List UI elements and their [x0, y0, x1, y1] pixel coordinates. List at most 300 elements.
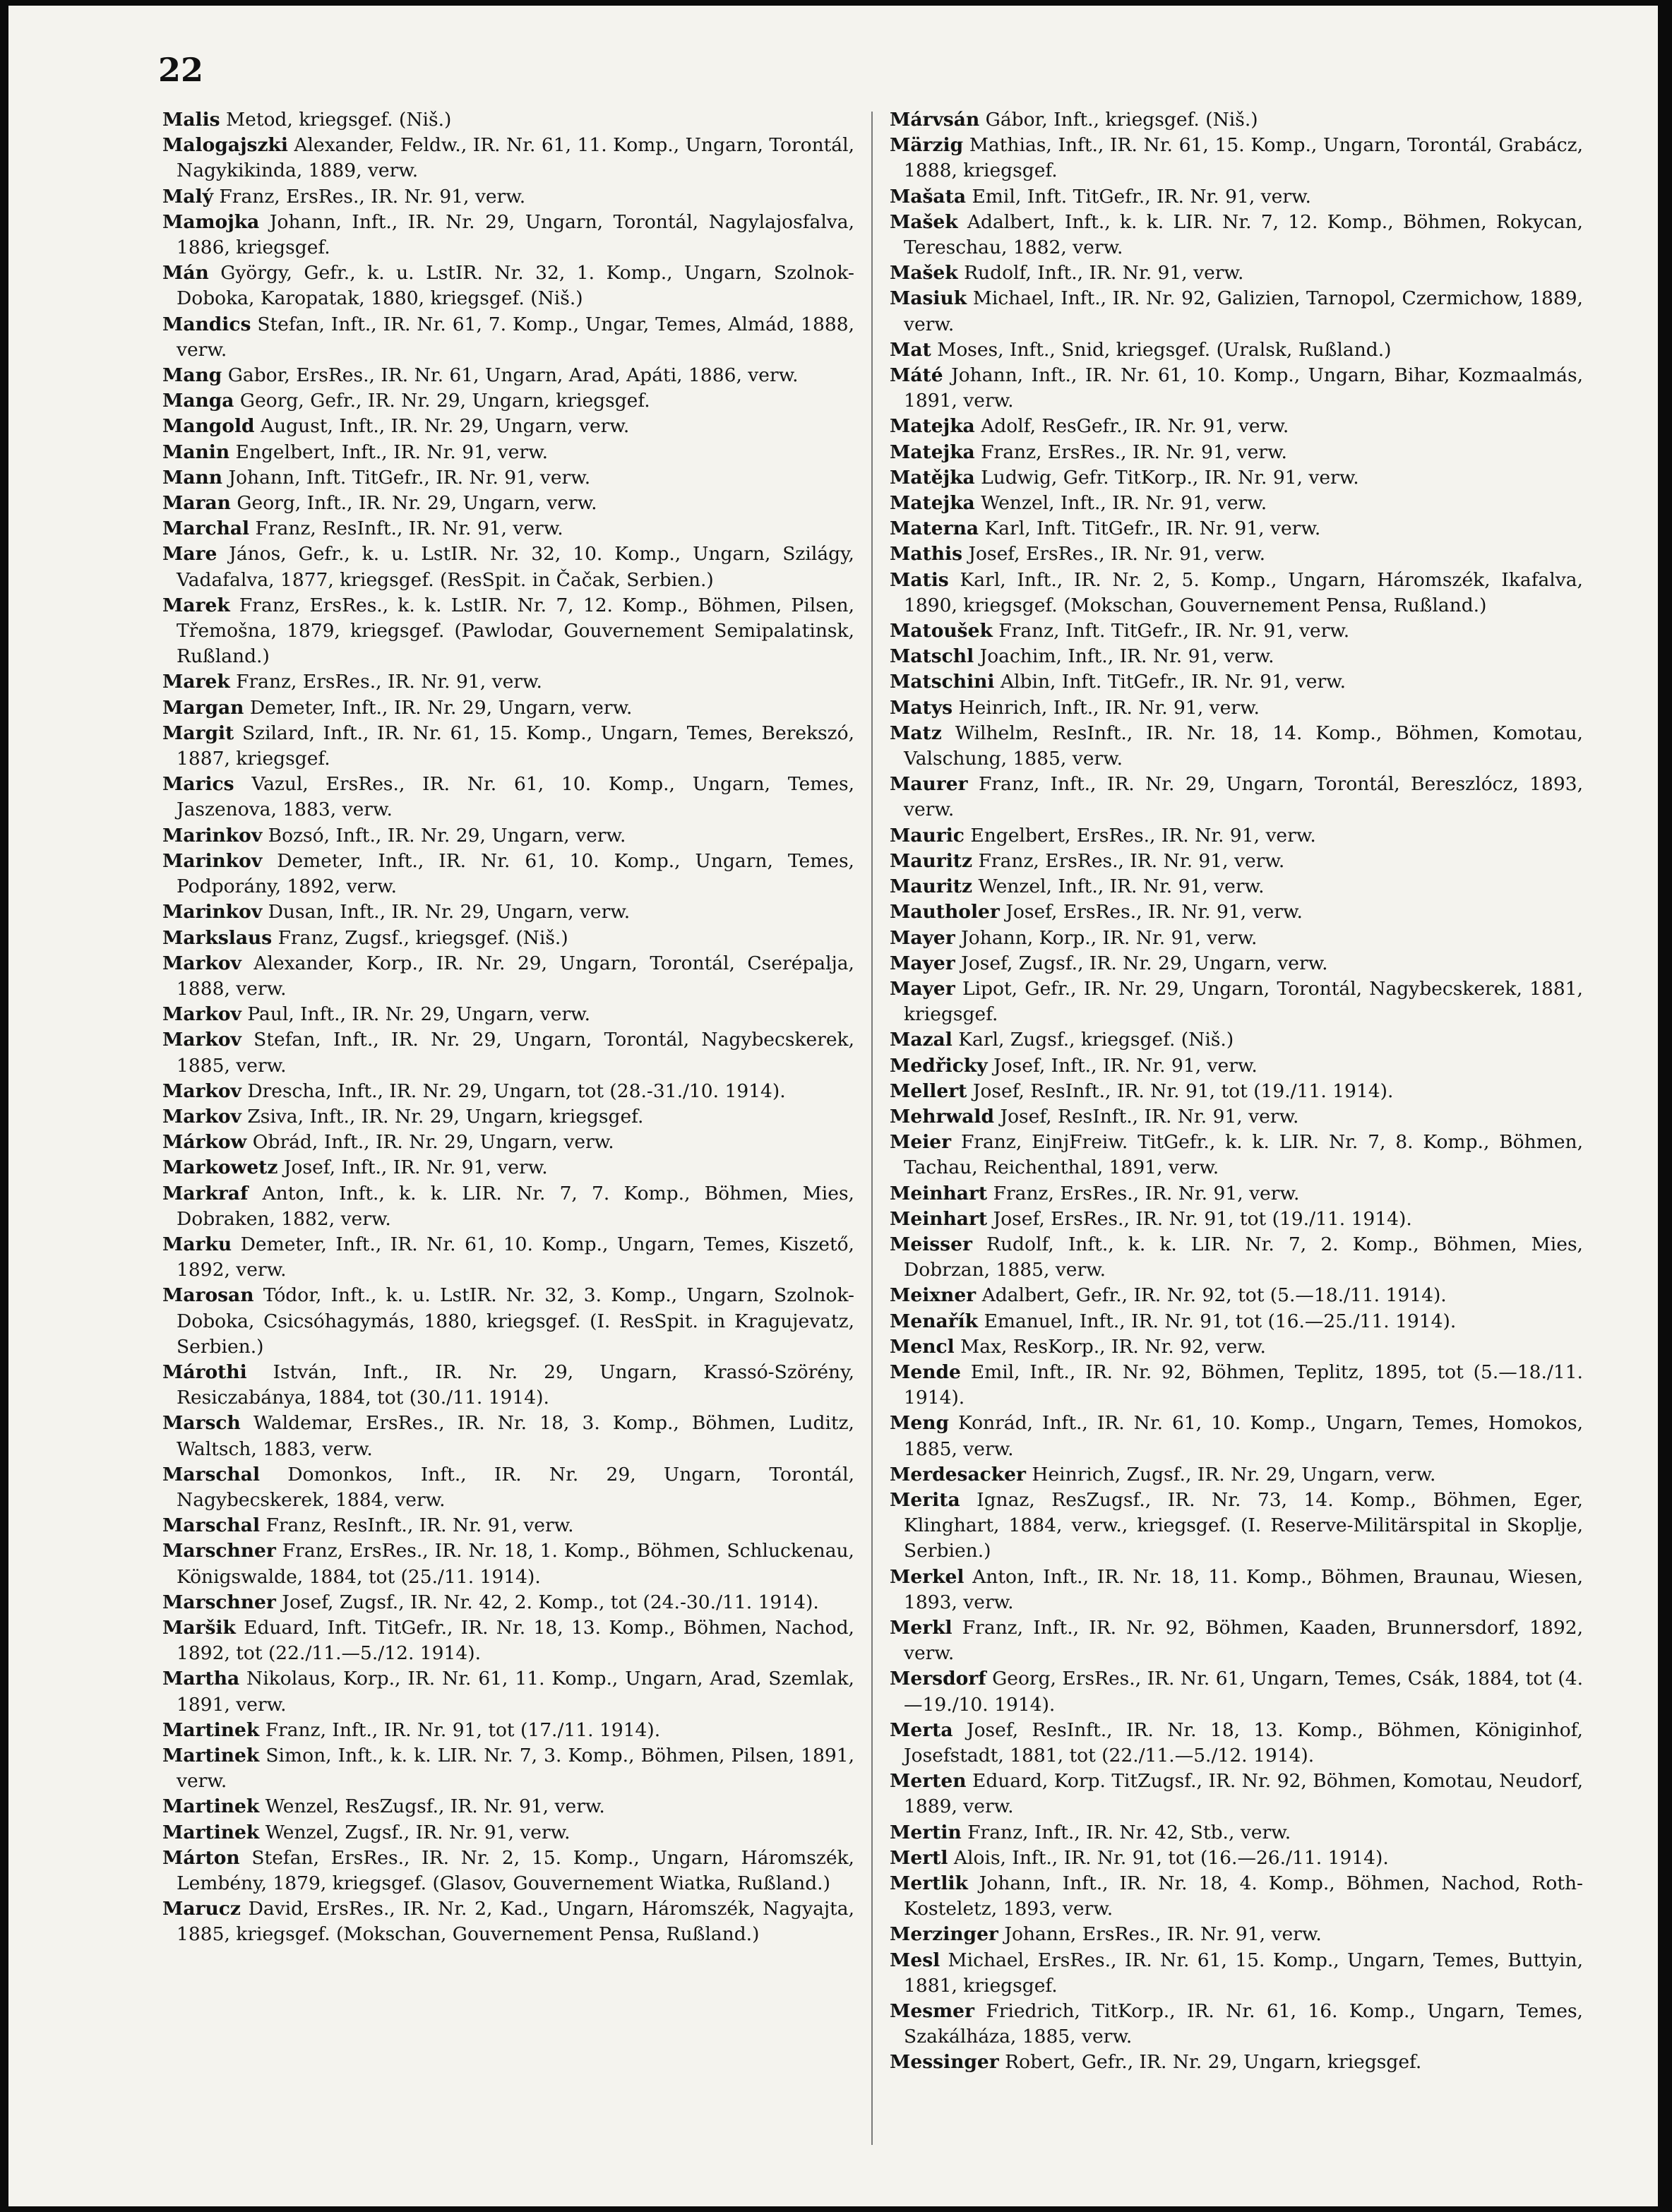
casualty-entry: [162, 1743, 854, 1794]
entry-details: Adalbert, Inft., k. k. LIR. Nr. 7, 12. Komp., Böhmen, Rokycan, Tereschau, 1882, verw.: [904, 210, 1583, 259]
surname: Mayer: [890, 977, 955, 1000]
casualty-entry: [162, 312, 854, 363]
casualty-entry: [890, 261, 1583, 286]
casualty-entry: [890, 644, 1583, 669]
casualty-entry: [162, 1411, 854, 1461]
surname: Marschner: [162, 1540, 276, 1562]
surname: Manin: [162, 441, 230, 463]
casualty-entry: [162, 1896, 854, 1947]
entry-details: Johann, ErsRes., IR. Nr. 91, verw.: [1004, 1923, 1322, 1946]
surname: Mauric: [890, 824, 965, 847]
entry-details: Rudolf, Inft., k. k. LIR. Nr. 7, 2. Komp., Böhmen, Mies, Dobrzan, 1885, verw.: [904, 1233, 1583, 1281]
surname: Medřicky: [890, 1054, 988, 1077]
casualty-entry: [162, 669, 854, 695]
entry-details: Stefan, Inft., IR. Nr. 61, 7. Komp., Ungar, Temes, Almád, 1888, verw.: [177, 313, 854, 361]
casualty-entry: [162, 388, 854, 414]
entry-details: Franz, ErsRes., IR. Nr. 91, verw.: [236, 671, 542, 693]
surname: Mende: [890, 1361, 961, 1383]
casualty-entry: [890, 1027, 1583, 1053]
entry-details: Franz, ErsRes., IR. Nr. 91, verw.: [981, 441, 1287, 463]
surname: Meisser: [890, 1233, 972, 1255]
entry-details: Drescha, Inft., IR. Nr. 29, Ungarn, tot (28.-31./10. 1914).: [247, 1080, 786, 1102]
casualty-entry: [890, 1871, 1583, 1922]
surname: Martinek: [162, 1795, 260, 1818]
casualty-entry: [162, 1027, 854, 1078]
casualty-entry: [890, 516, 1583, 542]
surname: Márothi: [162, 1361, 247, 1383]
casualty-entry: [890, 1207, 1583, 1232]
entry-details: Anton, Inft., IR. Nr. 18, 11. Komp., Böhmen, Braunau, Wiesen, 1893, verw.: [904, 1565, 1583, 1613]
surname: Maurer: [890, 773, 968, 796]
surname: Mare: [162, 543, 217, 566]
casualty-entry: [890, 1079, 1583, 1104]
casualty-entry: [890, 1999, 1583, 2050]
casualty-entry: [890, 669, 1583, 695]
entry-details: János, Gefr., k. u. LstIR. Nr. 32, 10. Komp., Ungarn, Szilágy, Vadafalva, 1877, kriegsgef. (ResSpit. in Čačak, Serbien.): [177, 543, 854, 591]
entry-details: Johann, Inft., IR. Nr. 18, 4. Komp., Böhmen, Nachod, Roth-Kosteletz, 1893, verw.: [904, 1872, 1583, 1920]
page-number: 22: [158, 51, 204, 89]
casualty-entry: [162, 363, 854, 388]
casualty-entry: [162, 1462, 854, 1513]
entry-details: Friedrich, TitKorp., IR. Nr. 61, 16. Komp., Ungarn, Temes, Szakálháza, 1885, verw.: [904, 2000, 1583, 2048]
entry-details: Anton, Inft., k. k. LIR. Nr. 7, 7. Komp., Böhmen, Mies, Dobraken, 1882, verw.: [177, 1182, 854, 1230]
casualty-entry: [890, 1615, 1583, 1666]
casualty-entry: [890, 926, 1583, 951]
casualty-entry: [162, 1718, 854, 1743]
entry-details: Franz, ResInft., IR. Nr. 91, verw.: [255, 518, 563, 540]
casualty-entry: [162, 1283, 854, 1360]
surname: Merita: [890, 1488, 960, 1511]
surname: Merkl: [890, 1616, 953, 1639]
entry-details: Karl, Inft., IR. Nr. 2, 5. Komp., Ungarn, Háromszék, Ikafalva, 1890, kriegsgef. (Mokschan, Gouvernement Pensa, Rußland.): [904, 568, 1583, 616]
casualty-entry: [890, 465, 1583, 491]
surname: Marinkov: [162, 824, 263, 847]
entry-details: Alexander, Korp., IR. Nr. 29, Ungarn, Torontál, Cserépalja, 1888, verw.: [177, 952, 854, 1000]
entry-details: Lipot, Gefr., IR. Nr. 29, Ungarn, Torontál, Nagybecskerek, 1881, kriegsgef.: [904, 977, 1583, 1026]
entry-details: Emanuel, Inft., IR. Nr. 91, tot (16.—25./11. 1914).: [984, 1310, 1457, 1332]
entry-details: Michael, ErsRes., IR. Nr. 61, 15. Komp., Ungarn, Temes, Buttyin, 1881, kriegsgef.: [904, 1949, 1583, 1997]
entry-details: Franz, Zugsf., kriegsgef. (Niš.): [277, 926, 568, 949]
entry-details: György, Gefr., k. u. LstIR. Nr. 32, 1. Komp., Ungarn, Szolnok-Doboka, Karopatak, 1880, kriegsgef. (Niš.): [177, 262, 854, 310]
entry-details: Franz, ResInft., IR. Nr. 91, verw.: [265, 1514, 574, 1537]
entry-details: Moses, Inft., Snid, kriegsgef. (Uralsk, Rußland.): [937, 338, 1392, 361]
surname: Mesl: [890, 1949, 940, 1971]
casualty-entry: [162, 1538, 854, 1589]
surname: Marinkov: [162, 849, 263, 872]
surname: Márvsán: [890, 109, 980, 131]
entry-details: Rudolf, Inft., IR. Nr. 91, verw.: [964, 262, 1244, 285]
surname: Markov: [162, 1080, 241, 1102]
surname: Märzig: [890, 134, 964, 157]
surname: Márton: [162, 1846, 240, 1869]
entry-details: Waldemar, ErsRes., IR. Nr. 18, 3. Komp., Böhmen, Luditz, Waltsch, 1883, verw.: [177, 1412, 854, 1460]
surname: Messinger: [890, 2051, 999, 2074]
surname: Marsch: [162, 1412, 241, 1435]
casualty-entry: [162, 210, 854, 261]
surname: Merkel: [890, 1565, 965, 1588]
surname: Matoušek: [890, 620, 993, 642]
surname: Marschner: [162, 1591, 276, 1613]
casualty-entry: [890, 1309, 1583, 1334]
entry-details: Georg, Inft., IR. Nr. 29, Ungarn, verw.: [237, 492, 597, 515]
casualty-entry: [890, 568, 1583, 618]
casualty-entry: [162, 542, 854, 592]
entry-details: Metod, kriegsgef. (Niš.): [226, 109, 452, 131]
surname: Martha: [162, 1668, 240, 1690]
surname: Máté: [890, 364, 943, 387]
casualty-entry: [162, 823, 854, 849]
surname: Mann: [162, 466, 223, 489]
casualty-entry: [162, 951, 854, 1002]
right-column: [890, 107, 1583, 2076]
surname: Mayer: [890, 926, 955, 949]
surname: Markowetz: [162, 1156, 278, 1179]
surname: Mašek: [890, 262, 958, 285]
surname: Mašata: [890, 185, 967, 208]
surname: Masiuk: [890, 287, 967, 310]
casualty-entry: [890, 1948, 1583, 1999]
entry-details: Demeter, Inft., IR. Nr. 61, 10. Komp., Ungarn, Temes, Podporány, 1892, verw.: [177, 849, 854, 898]
surname: Martinek: [162, 1821, 260, 1843]
entry-details: Gabor, ErsRes., IR. Nr. 61, Ungarn, Arad, Apáti, 1886, verw.: [227, 364, 799, 387]
surname: Meinhart: [890, 1182, 988, 1204]
casualty-entry: [162, 465, 854, 491]
casualty-entry: [162, 1181, 854, 1232]
entry-details: Zsiva, Inft., IR. Nr. 29, Ungarn, kriegsgef.: [247, 1105, 644, 1128]
surname: Mandics: [162, 313, 251, 335]
surname: Mautholer: [890, 901, 1000, 923]
entry-details: Franz, ErsRes., IR. Nr. 18, 1. Komp., Böhmen, Schluckenau, Königswalde, 1884, tot (25./11. 1914).: [177, 1540, 854, 1588]
surname: Matejka: [890, 492, 975, 515]
entry-details: Franz, ErsRes., IR. Nr. 91, verw.: [978, 849, 1285, 872]
casualty-entry: [890, 1104, 1583, 1130]
casualty-entry: [162, 1002, 854, 1027]
surname: Marschal: [162, 1514, 261, 1537]
casualty-entry: [890, 2050, 1583, 2075]
entry-details: Ignaz, ResZugsf., IR. Nr. 73, 14. Komp., Böhmen, Eger, Klinghart, 1884, verw., kriegsgef. (I. Reserve-Militärspital in Skoplje, Serbien.): [904, 1488, 1583, 1562]
casualty-entry: [890, 1565, 1583, 1615]
casualty-entry: [162, 1104, 854, 1130]
casualty-entry: [890, 542, 1583, 567]
entry-details: Stefan, Inft., IR. Nr. 29, Ungarn, Torontál, Nagybecskerek, 1885, verw.: [177, 1029, 854, 1077]
casualty-entry: [890, 414, 1583, 439]
casualty-entry: [890, 823, 1583, 849]
casualty-entry: [890, 772, 1583, 823]
casualty-entry: [890, 1334, 1583, 1360]
surname: Malis: [162, 109, 220, 131]
casualty-entry: [890, 1232, 1583, 1283]
surname: Mencl: [890, 1335, 955, 1358]
surname: Marinkov: [162, 901, 263, 923]
entry-details: Josef, Zugsf., IR. Nr. 29, Ungarn, verw.: [961, 952, 1328, 974]
entry-details: Johann, Inft., IR. Nr. 29, Ungarn, Torontál, Nagylajosfalva, 1886, kriegsgef.: [177, 210, 854, 259]
surname: Margan: [162, 696, 244, 719]
casualty-entry: [890, 1360, 1583, 1411]
casualty-entry: [890, 976, 1583, 1027]
entry-details: August, Inft., IR. Nr. 29, Ungarn, verw.: [261, 415, 630, 438]
casualty-entry: [162, 133, 854, 184]
entry-details: Simon, Inft., k. k. LIR. Nr. 7, 3. Komp., Böhmen, Pilsen, 1891, verw.: [177, 1745, 854, 1793]
entry-details: Obrád, Inft., IR. Nr. 29, Ungarn, verw.: [252, 1131, 614, 1154]
surname: Mamojka: [162, 210, 260, 233]
entry-details: Franz, EinjFreiw. TitGefr., k. k. LIR. Nr. 7, 8. Komp., Böhmen, Tachau, Reichenthal, 1891, verw.: [904, 1131, 1583, 1179]
entry-details: Josef, ErsRes., IR. Nr. 91, verw.: [968, 543, 1266, 566]
surname: Mang: [162, 364, 222, 387]
entry-details: Franz, ErsRes., IR. Nr. 91, verw.: [993, 1182, 1300, 1204]
entry-details: Johann, Korp., IR. Nr. 91, verw.: [961, 926, 1258, 949]
entry-details: Josef, ErsRes., IR. Nr. 91, verw.: [1005, 901, 1303, 923]
surname: Marschal: [162, 1463, 261, 1485]
casualty-entry: [162, 440, 854, 465]
casualty-entry: [162, 1846, 854, 1896]
entry-details: Max, ResKorp., IR. Nr. 92, verw.: [960, 1335, 1266, 1358]
surname: Mazal: [890, 1029, 953, 1051]
casualty-entry: [890, 1718, 1583, 1769]
entry-details: Albin, Inft. TitGefr., IR. Nr. 91, verw.: [1000, 671, 1346, 693]
entry-details: Josef, Inft., IR. Nr. 91, verw.: [993, 1054, 1258, 1077]
entry-details: Josef, Inft., IR. Nr. 91, verw.: [283, 1156, 548, 1179]
entry-details: Franz, Inft., IR. Nr. 29, Ungarn, Torontál, Bereszlócz, 1893, verw.: [904, 773, 1583, 821]
surname: Menařík: [890, 1310, 979, 1332]
entry-details: Franz, Inft., IR. Nr. 42, Stb., verw.: [967, 1821, 1291, 1843]
entry-details: Karl, Zugsf., kriegsgef. (Niš.): [958, 1029, 1234, 1051]
casualty-entry: [890, 874, 1583, 899]
casualty-entry: [162, 926, 854, 951]
casualty-entry: [890, 1462, 1583, 1488]
casualty-entry: [162, 1666, 854, 1717]
entry-details: Adolf, ResGefr., IR. Nr. 91, verw.: [981, 415, 1289, 438]
casualty-entry: [890, 184, 1583, 210]
entry-details: Robert, Gefr., IR. Nr. 29, Ungarn, kriegsgef.: [1005, 2051, 1422, 2074]
entry-details: Josef, Zugsf., IR. Nr. 42, 2. Komp., tot (24.-30./11. 1914).: [282, 1591, 819, 1613]
entry-details: Mathias, Inft., IR. Nr. 61, 15. Komp., Ungarn, Torontál, Grabácz, 1888, kriegsgef.: [904, 134, 1583, 182]
entry-details: Engelbert, Inft., IR. Nr. 91, verw.: [235, 441, 549, 463]
entry-details: Franz, ErsRes., IR. Nr. 91, verw.: [219, 185, 526, 208]
surname: Mathis: [890, 543, 962, 566]
surname: Maran: [162, 492, 231, 515]
surname: Mellert: [890, 1080, 967, 1102]
casualty-entry: [162, 184, 854, 210]
casualty-entry: [890, 440, 1583, 465]
surname: Maršik: [162, 1616, 236, 1639]
casualty-entry: [162, 1794, 854, 1819]
surname: Mauritz: [890, 875, 973, 898]
entry-details: Demeter, Inft., IR. Nr. 29, Ungarn, verw.: [249, 696, 633, 719]
casualty-entry: [162, 1513, 854, 1538]
casualty-entry: [890, 1769, 1583, 1819]
entry-details: Konrád, Inft., IR. Nr. 61, 10. Komp., Ungarn, Temes, Homokos, 1885, verw.: [904, 1412, 1583, 1460]
entry-details: Ludwig, Gefr. TitKorp., IR. Nr. 91, verw.: [981, 466, 1359, 489]
entry-details: Dusan, Inft., IR. Nr. 29, Ungarn, verw.: [268, 901, 631, 923]
entry-details: István, Inft., IR. Nr. 29, Ungarn, Krassó-Szörény, Resiczabánya, 1884, tot (30./11. 1914).: [177, 1361, 854, 1409]
surname: Matejka: [890, 415, 975, 438]
entry-details: Josef, ErsRes., IR. Nr. 91, tot (19./11. 1914).: [993, 1207, 1412, 1230]
entry-details: Heinrich, Inft., IR. Nr. 91, verw.: [958, 696, 1260, 719]
casualty-entry: [162, 1130, 854, 1155]
casualty-entry: [162, 261, 854, 311]
casualty-entry: [162, 1360, 854, 1411]
entry-details: Josef, ResInft., IR. Nr. 18, 13. Komp., Böhmen, Königinhof, Josefstadt, 1881, tot (22./11.—5./12. 1914).: [904, 1718, 1583, 1766]
entry-details: Stefan, ErsRes., IR. Nr. 2, 15. Komp., Ungarn, Háromszék, Lembény, 1879, kriegsgef. (Glasov, Gouvernement Wiatka, Rußland.): [177, 1846, 854, 1895]
entry-details: Franz, Inft., IR. Nr. 91, tot (17./11. 1914).: [265, 1718, 661, 1741]
entry-details: Eduard, Korp. TitZugsf., IR. Nr. 92, Böhmen, Komotau, Neudorf, 1889, verw.: [904, 1770, 1583, 1818]
casualty-entry: [162, 772, 854, 823]
entry-details: Wenzel, Zugsf., IR. Nr. 91, verw.: [265, 1821, 571, 1843]
surname: Mangold: [162, 415, 255, 438]
casualty-entry: [890, 107, 1583, 133]
casualty-entry: [890, 1283, 1583, 1308]
casualty-entry: [890, 899, 1583, 925]
surname: Marchal: [162, 518, 250, 540]
surname: Manga: [162, 390, 234, 412]
entry-details: Domonkos, Inft., IR. Nr. 29, Ungarn, Torontál, Nagybecskerek, 1884, verw.: [177, 1463, 854, 1511]
entry-details: Emil, Inft. TitGefr., IR. Nr. 91, verw.: [972, 185, 1311, 208]
entry-details: Franz, Inft. TitGefr., IR. Nr. 91, verw.: [998, 620, 1350, 642]
entry-details: Emil, Inft., IR. Nr. 92, Böhmen, Teplitz, 1895, tot (5.—18./11. 1914).: [904, 1361, 1583, 1409]
surname: Marics: [162, 773, 234, 796]
entry-details: Alois, Inft., IR. Nr. 91, tot (16.—26./11. 1914).: [953, 1846, 1389, 1869]
surname: Merzinger: [890, 1923, 998, 1946]
entry-details: Karl, Inft. TitGefr., IR. Nr. 91, verw.: [984, 518, 1321, 540]
casualty-entry: [162, 695, 854, 721]
surname: Mertl: [890, 1846, 948, 1869]
surname: Meixner: [890, 1284, 977, 1307]
surname: Marku: [162, 1233, 232, 1255]
surname: Markov: [162, 952, 241, 974]
casualty-entry: [162, 1155, 854, 1180]
surname: Matějka: [890, 466, 975, 489]
casualty-entry: [162, 1079, 854, 1104]
entry-details: Josef, ResInft., IR. Nr. 91, tot (19./11. 1914).: [972, 1080, 1394, 1102]
casualty-entry: [162, 899, 854, 925]
surname: Marosan: [162, 1284, 254, 1307]
surname: Markov: [162, 1029, 241, 1051]
surname: Markov: [162, 1105, 241, 1128]
entry-details: Heinrich, Zugsf., IR. Nr. 29, Ungarn, verw.: [1032, 1463, 1436, 1485]
casualty-entry: [890, 491, 1583, 516]
surname: Markov: [162, 1003, 241, 1026]
casualty-entry: [890, 1411, 1583, 1461]
entry-details: Wenzel, ResZugsf., IR. Nr. 91, verw.: [265, 1795, 605, 1818]
entry-details: Eduard, Inft. TitGefr., IR. Nr. 18, 13. Komp., Böhmen, Nachod, 1892, tot (22./11.—5./12. 1914).: [177, 1616, 854, 1665]
casualty-entry: [890, 210, 1583, 261]
surname: Mehrwald: [890, 1105, 995, 1128]
surname: Mersdorf: [890, 1668, 986, 1690]
surname: Mán: [162, 262, 209, 285]
entry-details: Johann, Inft., IR. Nr. 61, 10. Komp., Ungarn, Bihar, Kozmaalmás, 1891, verw.: [904, 364, 1583, 412]
document-page: [8, 6, 1658, 2206]
surname: Markslaus: [162, 926, 273, 949]
surname: Malý: [162, 185, 213, 208]
surname: Martinek: [162, 1718, 260, 1741]
casualty-entry: [890, 1053, 1583, 1079]
surname: Marek: [162, 594, 230, 616]
surname: Meng: [890, 1412, 949, 1435]
casualty-entry: [890, 1846, 1583, 1871]
surname: Mat: [890, 338, 931, 361]
entry-details: Georg, ErsRes., IR. Nr. 61, Ungarn, Temes, Csák, 1884, tot (4.—19./10. 1914).: [904, 1668, 1583, 1716]
entry-details: Wilhelm, ResInft., IR. Nr. 18, 14. Komp., Böhmen, Komotau, Valschung, 1885, verw.: [904, 722, 1583, 770]
casualty-entry: [890, 363, 1583, 414]
casualty-entry: [890, 618, 1583, 644]
casualty-entry: [162, 593, 854, 670]
surname: Marucz: [162, 1898, 241, 1920]
entry-details: Georg, Gefr., IR. Nr. 29, Ungarn, kriegsgef.: [239, 390, 650, 412]
entry-details: Tódor, Inft., k. u. LstIR. Nr. 32, 3. Komp., Ungarn, Szolnok-Doboka, Csicsóhagymás, 1880, kriegsgef. (I. ResSpit. in Kragujevatz, Serbien.): [177, 1284, 854, 1358]
column-divider: [871, 112, 873, 2145]
surname: Matys: [890, 696, 953, 719]
surname: Matis: [890, 568, 949, 591]
surname: Márkow: [162, 1131, 247, 1154]
entry-details: Michael, Inft., IR. Nr. 92, Galizien, Tarnopol, Czermichow, 1889, verw.: [904, 287, 1583, 335]
surname: Margit: [162, 722, 234, 744]
entry-details: Alexander, Feldw., IR. Nr. 61, 11. Komp., Ungarn, Torontál, Nagykikinda, 1889, verw.: [177, 134, 854, 182]
entry-details: Vazul, ErsRes., IR. Nr. 61, 10. Komp., Ungarn, Temes, Jaszenova, 1883, verw.: [177, 773, 854, 821]
casualty-entry: [162, 1820, 854, 1846]
surname: Matz: [890, 722, 942, 744]
surname: Martinek: [162, 1745, 260, 1766]
entry-details: Gábor, Inft., kriegsgef. (Niš.): [985, 109, 1258, 131]
entry-details: Wenzel, Inft., IR. Nr. 91, verw.: [981, 492, 1267, 515]
surname: Meier: [890, 1131, 952, 1154]
casualty-entry: [890, 1488, 1583, 1565]
entry-details: Engelbert, ErsRes., IR. Nr. 91, verw.: [970, 824, 1316, 847]
surname: Matschl: [890, 645, 974, 668]
surname: Marek: [162, 671, 230, 693]
left-column: [162, 107, 854, 1948]
casualty-entry: [162, 107, 854, 133]
casualty-entry: [162, 849, 854, 899]
surname: Markraf: [162, 1182, 249, 1204]
casualty-entry: [890, 286, 1583, 337]
casualty-entry: [162, 414, 854, 439]
casualty-entry: [890, 1666, 1583, 1717]
casualty-entry: [890, 337, 1583, 363]
casualty-entry: [890, 721, 1583, 772]
casualty-entry: [162, 721, 854, 772]
entry-details: Demeter, Inft., IR. Nr. 61, 10. Komp., Ungarn, Temes, Kiszető, 1892, verw.: [177, 1233, 854, 1281]
casualty-entry: [162, 1590, 854, 1615]
casualty-entry: [890, 695, 1583, 721]
surname: Mertlik: [890, 1872, 968, 1895]
surname: Mauritz: [890, 849, 973, 872]
surname: Meinhart: [890, 1207, 988, 1230]
entry-details: Adalbert, Gefr., IR. Nr. 92, tot (5.—18./11. 1914).: [981, 1284, 1447, 1307]
entry-details: Wenzel, Inft., IR. Nr. 91, verw.: [978, 875, 1265, 898]
casualty-entry: [890, 849, 1583, 874]
entry-details: David, ErsRes., IR. Nr. 2, Kad., Ungarn, Háromszék, Nagyajta, 1885, kriegsgef. (Mokschan, Gouvernement Pensa, Rußland.): [177, 1898, 854, 1946]
entry-details: Joachim, Inft., IR. Nr. 91, verw.: [979, 645, 1274, 668]
surname: Matschini: [890, 671, 995, 693]
entry-details: Bozsó, Inft., IR. Nr. 29, Ungarn, verw.: [268, 824, 626, 847]
casualty-entry: [162, 1615, 854, 1666]
surname: Merdesacker: [890, 1463, 1026, 1485]
entry-details: Josef, ResInft., IR. Nr. 91, verw.: [1000, 1105, 1299, 1128]
casualty-entry: [162, 516, 854, 542]
entry-details: Paul, Inft., IR. Nr. 29, Ungarn, verw.: [247, 1003, 591, 1026]
entry-details: Szilard, Inft., IR. Nr. 61, 15. Komp., Ungarn, Temes, Berekszó, 1887, kriegsgef.: [177, 722, 854, 770]
entry-details: Johann, Inft. TitGefr., IR. Nr. 91, verw.: [228, 466, 591, 489]
surname: Merta: [890, 1718, 953, 1741]
casualty-entry: [890, 133, 1583, 184]
casualty-entry: [162, 1232, 854, 1283]
casualty-entry: [890, 1130, 1583, 1180]
surname: Matejka: [890, 441, 975, 463]
casualty-entry: [890, 1922, 1583, 1947]
entry-details: Nikolaus, Korp., IR. Nr. 61, 11. Komp., Ungarn, Arad, Szemlak, 1891, verw.: [177, 1668, 854, 1716]
entry-details: Franz, Inft., IR. Nr. 92, Böhmen, Kaaden, Brunnersdorf, 1892, verw.: [904, 1616, 1583, 1665]
casualty-entry: [890, 1820, 1583, 1846]
